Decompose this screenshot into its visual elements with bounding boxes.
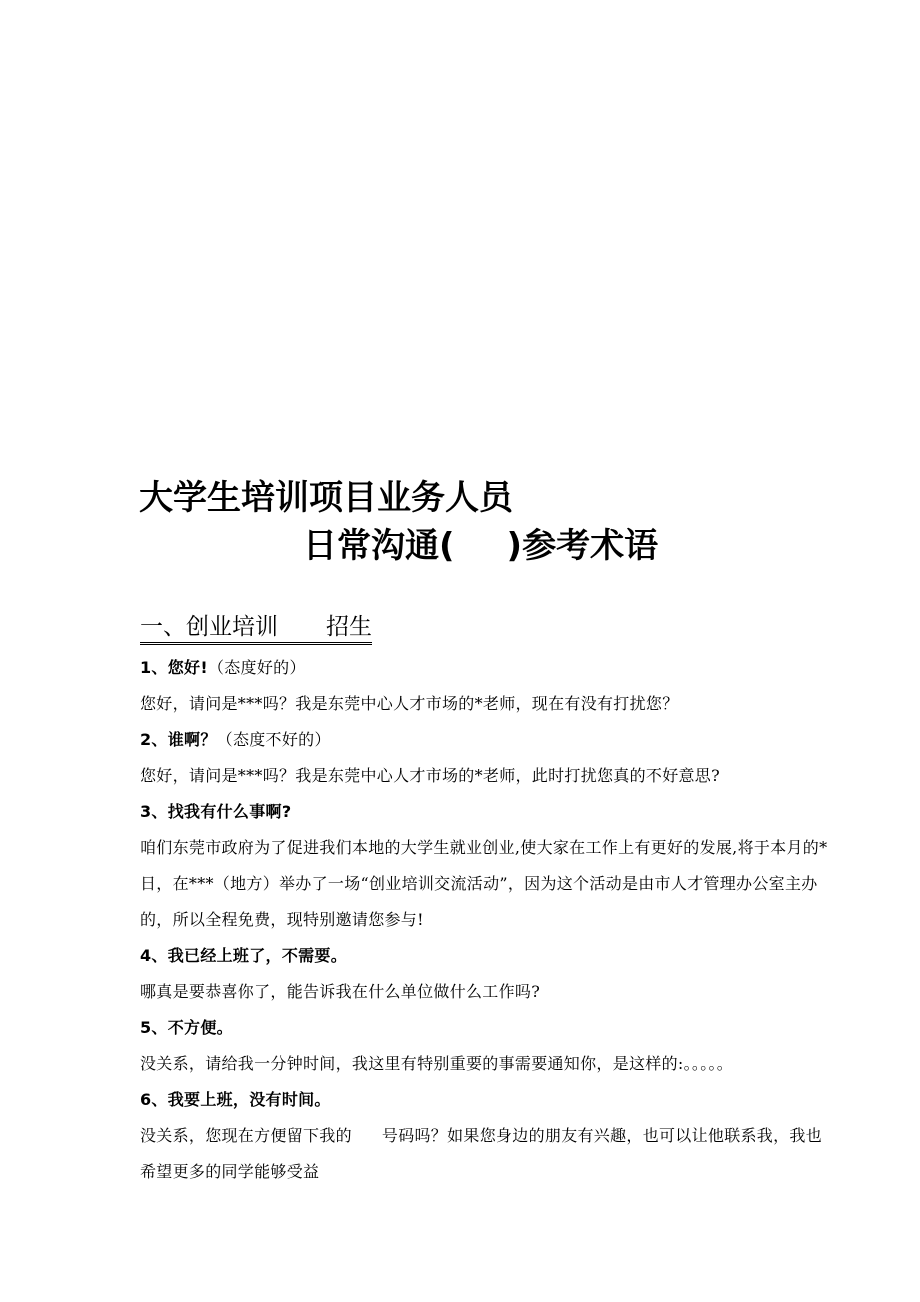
answer-2: 您好，请问是***吗？我是东莞中心人才市场的*老师，此时打扰您真的不好意思? <box>140 766 720 785</box>
document-title-line1: 大学生培训项目业务人员 <box>139 478 513 518</box>
dialogue-content <box>140 650 830 1190</box>
title-line2-suffix: )参考术语 <box>506 526 659 566</box>
question-5-text: 5、不方便。 <box>140 1018 233 1037</box>
section-heading-label2: 招生 <box>326 614 372 640</box>
title-line2-prefix: 日常沟通( <box>303 526 455 566</box>
answer-3: 咱们东莞市政府为了促进我们本地的大学生就业创业,使大家在工作上有更好的发展,将于本月的*日，在***（地方）举办了一场“创业培训交流活动”，因为这个活动是由市人才管理办公室主办的，所以全程免费，现特别邀请您参与! <box>140 838 828 929</box>
question-5 <box>140 1010 830 1046</box>
question-3 <box>140 794 830 830</box>
question-3-text: 3、找我有什么事啊? <box>140 802 292 821</box>
question-2-note: （态度不好的） <box>216 730 331 749</box>
question-1-text: 1、您好! <box>140 658 208 677</box>
answer-6 <box>140 1118 830 1190</box>
document-title-line2 <box>303 526 658 566</box>
answer-4: 哪真是要恭喜你了，能告诉我在什么单位做什么工作吗? <box>140 982 541 1001</box>
section-heading-label: 一、创业培训 <box>140 614 278 640</box>
section-heading <box>140 612 372 645</box>
question-6-text: 6、我要上班，没有时间。 <box>140 1090 331 1109</box>
question-1 <box>140 650 830 686</box>
answer-5: 没关系，请给我一分钟时间，我这里有特别重要的事需要通知你，是这样的:。。。。。 <box>140 1054 734 1073</box>
question-6 <box>140 1082 830 1118</box>
question-4 <box>140 938 830 974</box>
answer-6-part2: 号码吗？如果您身边的朋友有兴趣，也可以让他联系我，我也希望更多的同学能够受益 <box>140 1126 823 1181</box>
question-2-text: 2、谁啊？ <box>140 730 217 749</box>
answer-6-part1: 没关系，您现在方便留下我的 <box>140 1126 352 1145</box>
question-2 <box>140 722 830 758</box>
question-1-note: （态度好的） <box>207 658 306 677</box>
answer-1: 您好，请问是***吗？我是东莞中心人才市场的*老师，现在有没有打扰您？ <box>140 694 679 713</box>
question-4-text: 4、我已经上班了，不需要。 <box>140 946 348 965</box>
